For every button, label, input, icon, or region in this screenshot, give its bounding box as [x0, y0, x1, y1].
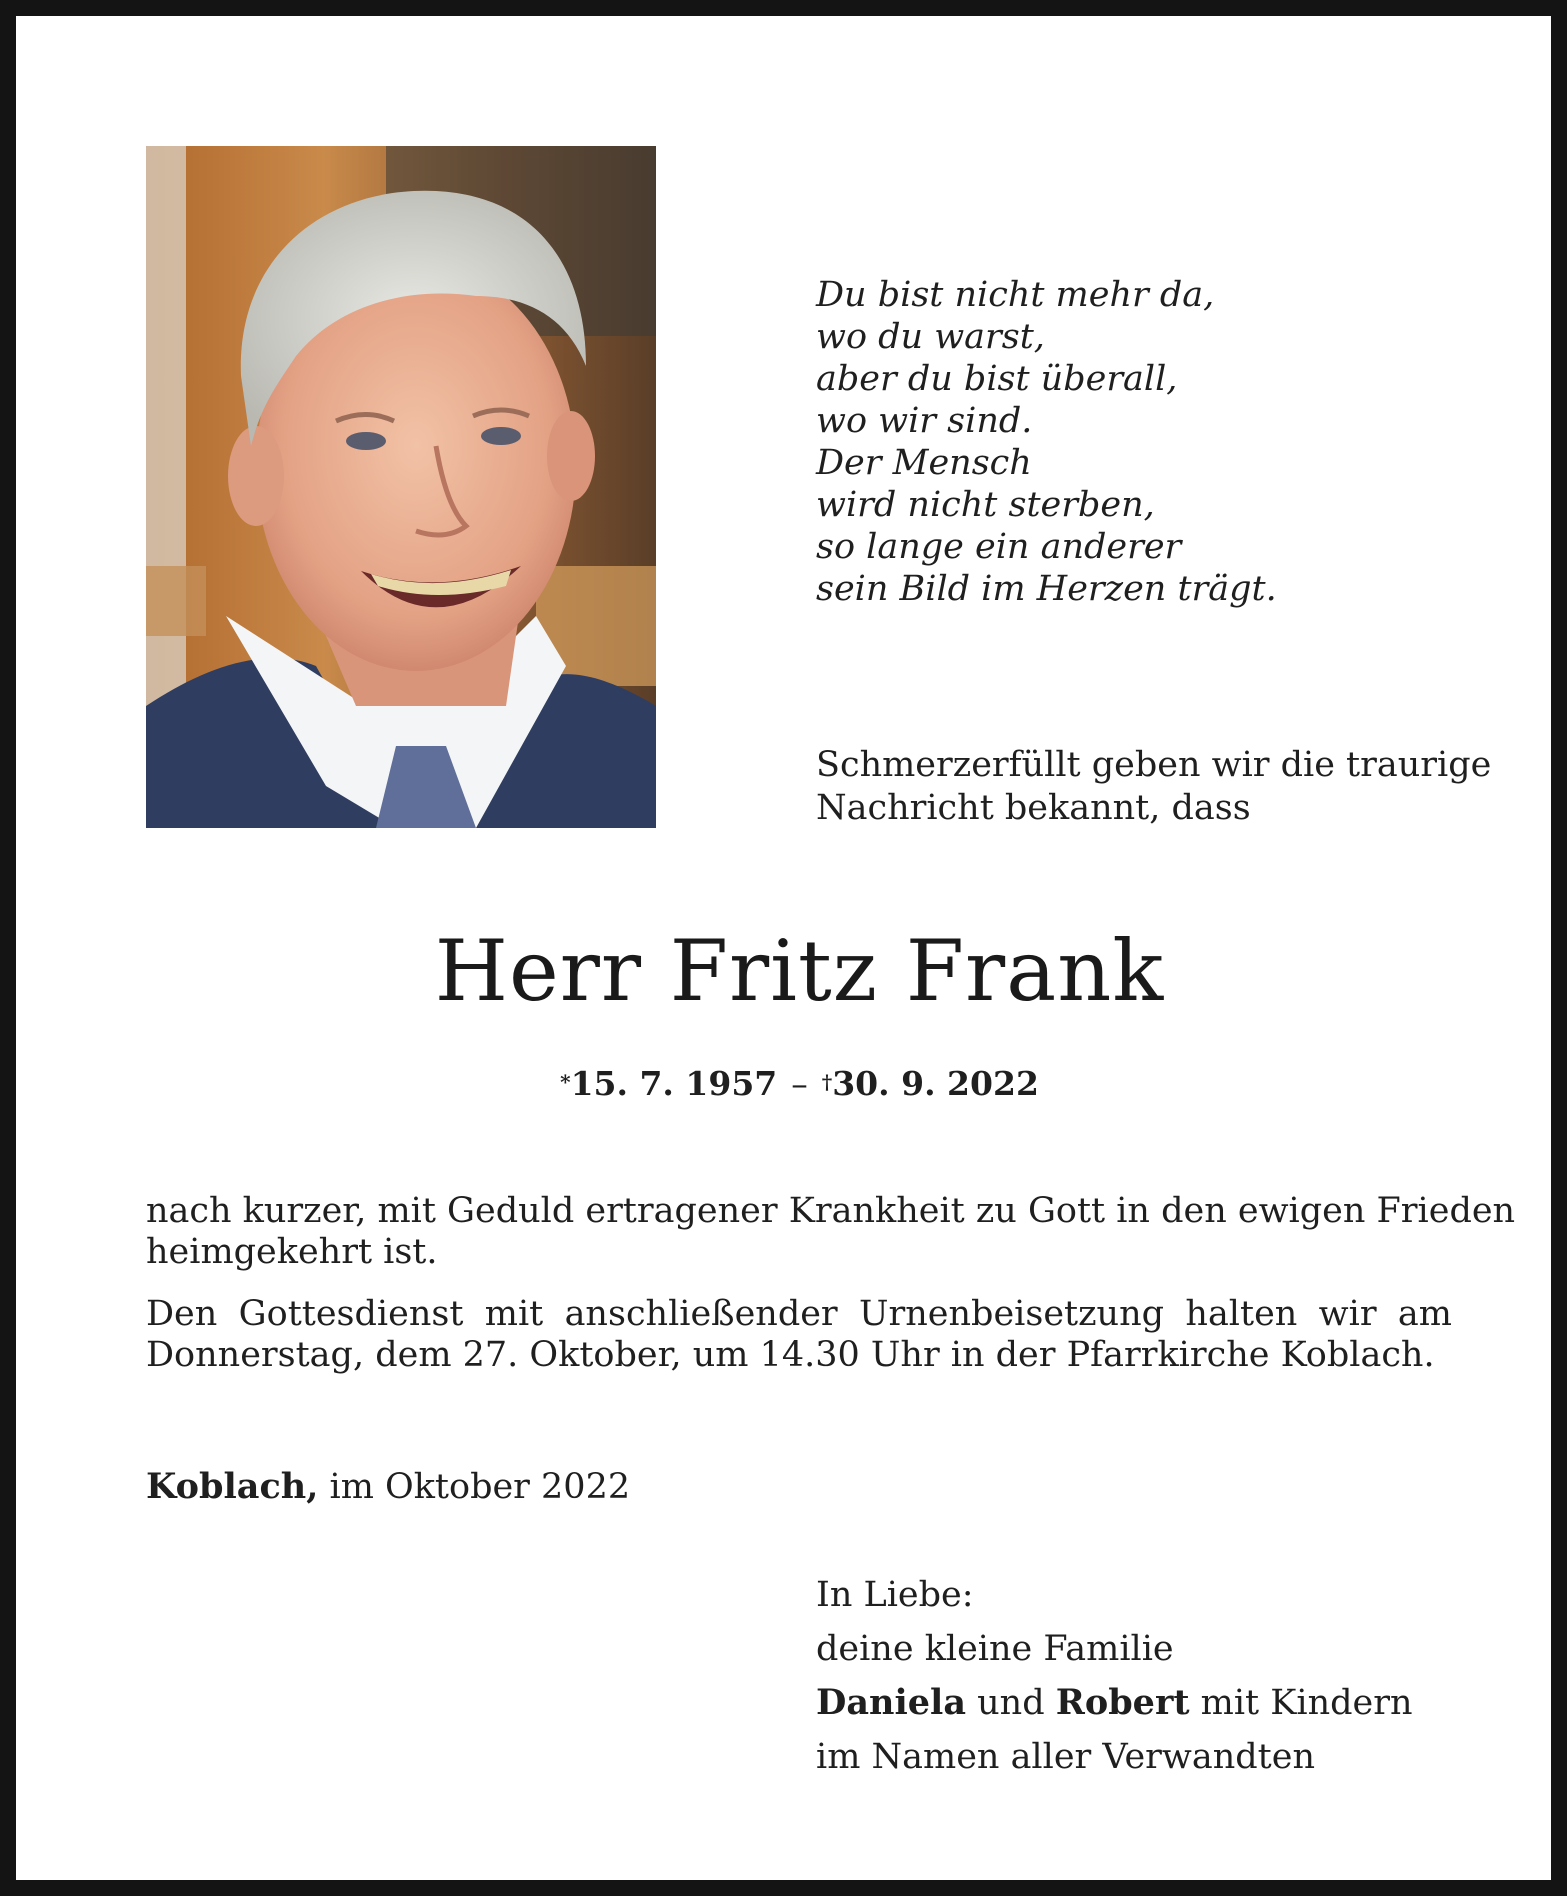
- poem-line: aber du bist überall,: [816, 359, 1178, 399]
- poem-line: so lange ein anderer: [816, 527, 1182, 567]
- death-symbol: †: [821, 1070, 833, 1094]
- poem-line: wo wir sind.: [816, 401, 1033, 441]
- poem-line: wo du warst,: [816, 317, 1045, 357]
- closing-line: In Liebe:: [816, 1575, 974, 1615]
- mourner-name: Daniela: [816, 1682, 967, 1723]
- deceased-name: Herr Fritz Frank: [434, 922, 1165, 1020]
- poem-line: Du bist nicht mehr da,: [816, 275, 1215, 315]
- closing-line: deine kleine Familie: [816, 1629, 1174, 1669]
- body-line: nach kurzer, mit Geduld ertragener Krankheit zu Gott in den ewigen Frieden: [146, 1191, 1516, 1231]
- closing-conjunction: und: [966, 1683, 1056, 1723]
- intro-line: Nachricht bekannt, dass: [816, 788, 1251, 828]
- body-paragraph-service: [146, 1294, 1452, 1376]
- death-date: 30. 9. 2022: [832, 1064, 1039, 1103]
- closing-names: [816, 1676, 1413, 1730]
- body-line: heimgekehrt ist.: [146, 1232, 438, 1272]
- announcement-intro: [816, 744, 1491, 830]
- mourner-name: Robert: [1055, 1682, 1190, 1723]
- body-line: Donnerstag, dem 27. Oktober, um 14.30 Uhr in der Pfarrkirche Koblach.: [146, 1335, 1435, 1375]
- life-dates: [16, 1062, 1567, 1106]
- intro-line: Schmerzerfüllt geben wir die traurige: [816, 745, 1492, 785]
- place-and-date: [146, 1465, 630, 1509]
- date-separator: –: [791, 1064, 808, 1103]
- portrait-image: [146, 146, 656, 828]
- closing-signature: [816, 1568, 1413, 1784]
- poem-line: sein Bild im Herzen trägt.: [816, 569, 1277, 609]
- body-line: Den Gottesdienst mit anschließender Urnenbeisetzung halten wir am: [146, 1294, 1452, 1334]
- body-paragraph-passing: [146, 1191, 1516, 1273]
- birth-symbol: *: [560, 1070, 571, 1094]
- birth-date: 15. 7. 1957: [570, 1064, 778, 1103]
- closing-line: im Namen aller Verwandten: [816, 1737, 1315, 1777]
- memorial-poem: [816, 274, 1277, 610]
- poem-line: Der Mensch: [816, 443, 1032, 483]
- closing-with-children: mit Kindern: [1189, 1683, 1413, 1723]
- poem-line: wird nicht sterben,: [816, 485, 1155, 525]
- place-city: Koblach,: [146, 1466, 319, 1507]
- portrait-photo: [146, 146, 656, 828]
- place-date: im Oktober 2022: [318, 1467, 631, 1507]
